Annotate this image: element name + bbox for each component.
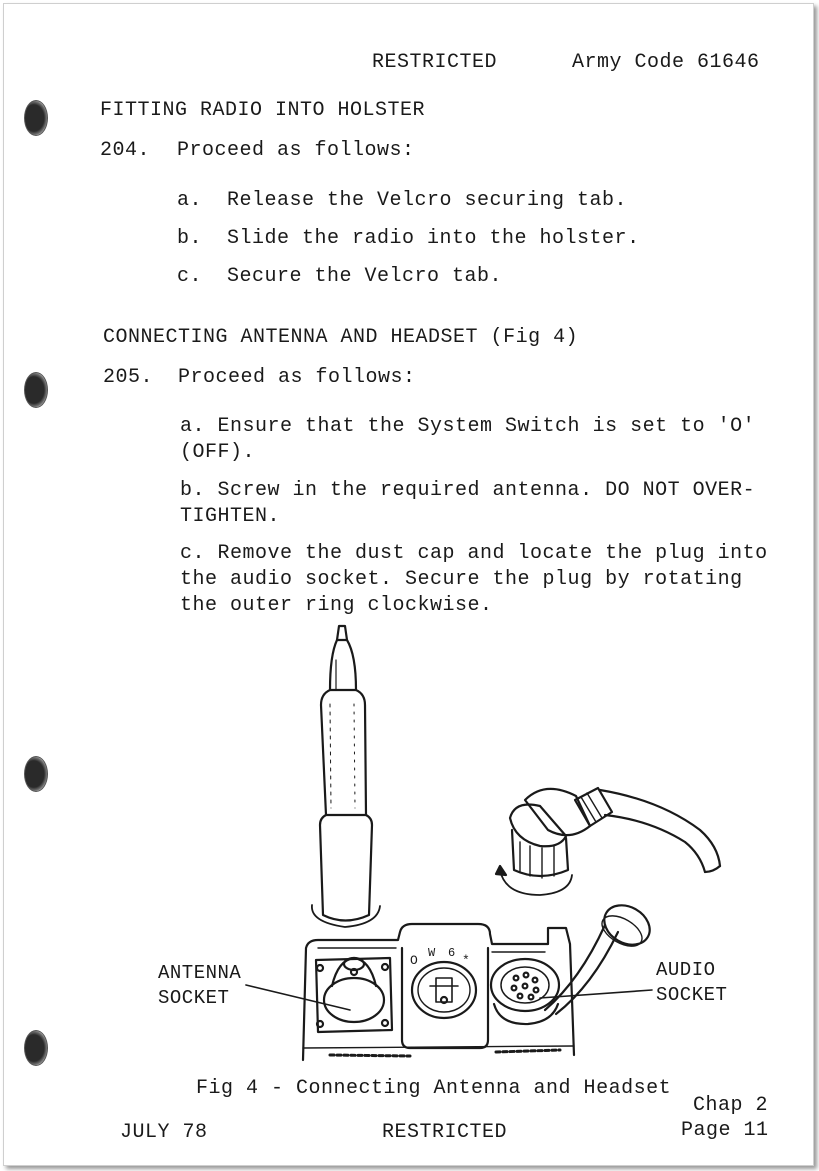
footer-chapter: Chap 2 <box>693 1094 769 1117</box>
label-audio-socket: SOCKET <box>656 984 728 1006</box>
section-205-heading: CONNECTING ANTENNA AND HEADSET (Fig 4) <box>103 326 579 349</box>
switch-mark-star: * <box>462 953 470 968</box>
step-205b-line2: TIGHTEN. <box>180 505 281 528</box>
step-205a-line2: (OFF). <box>180 441 256 464</box>
header-army-code: Army Code 61646 <box>572 51 760 74</box>
antenna-leader-line <box>246 985 350 1010</box>
label-audio: AUDIO <box>656 959 716 981</box>
step-204c-text: Secure the Velcro tab. <box>227 265 503 288</box>
step-204c-letter: c. <box>177 265 203 288</box>
step-205c-line3: the outer ring clockwise. <box>180 594 493 617</box>
radio-top-drawing <box>303 897 657 1060</box>
step-205b-line1: b. Screw in the required antenna. DO NOT OVER- <box>180 479 756 502</box>
antenna-drawing <box>312 626 380 927</box>
section-204-heading: FITTING RADIO INTO HOLSTER <box>100 99 426 122</box>
step-205a-line1: a. Ensure that the System Switch is set to 'O' <box>180 415 756 438</box>
footer-page: Page 11 <box>681 1119 769 1142</box>
section-204-number: 204. <box>100 139 151 162</box>
footer-date: JULY 78 <box>120 1121 208 1144</box>
step-204b-text: Slide the radio into the holster. <box>227 227 640 250</box>
header-classification: RESTRICTED <box>372 51 498 74</box>
headset-plug-drawing <box>496 788 720 895</box>
label-antenna: ANTENNA <box>158 962 242 984</box>
section-204-intro: Proceed as follows: <box>177 139 415 162</box>
step-205c-line2: the audio socket. Secure the plug by rotating <box>180 568 743 591</box>
switch-mark-o: O <box>410 953 418 968</box>
section-205-intro: Proceed as follows: <box>178 366 416 389</box>
step-204a-letter: a. <box>177 189 203 212</box>
step-205c-line1: c. Remove the dust cap and locate the plug into <box>180 542 768 565</box>
switch-mark-w: W <box>428 946 436 960</box>
step-204b-letter: b. <box>177 227 203 250</box>
section-205-number: 205. <box>103 366 154 389</box>
switch-mark-6: 6 <box>448 946 456 960</box>
figure-caption: Fig 4 - Connecting Antenna and Headset <box>196 1077 672 1100</box>
step-204a-text: Release the Velcro securing tab. <box>227 189 628 212</box>
label-antenna-socket: SOCKET <box>158 987 230 1009</box>
footer-classification: RESTRICTED <box>382 1121 508 1144</box>
